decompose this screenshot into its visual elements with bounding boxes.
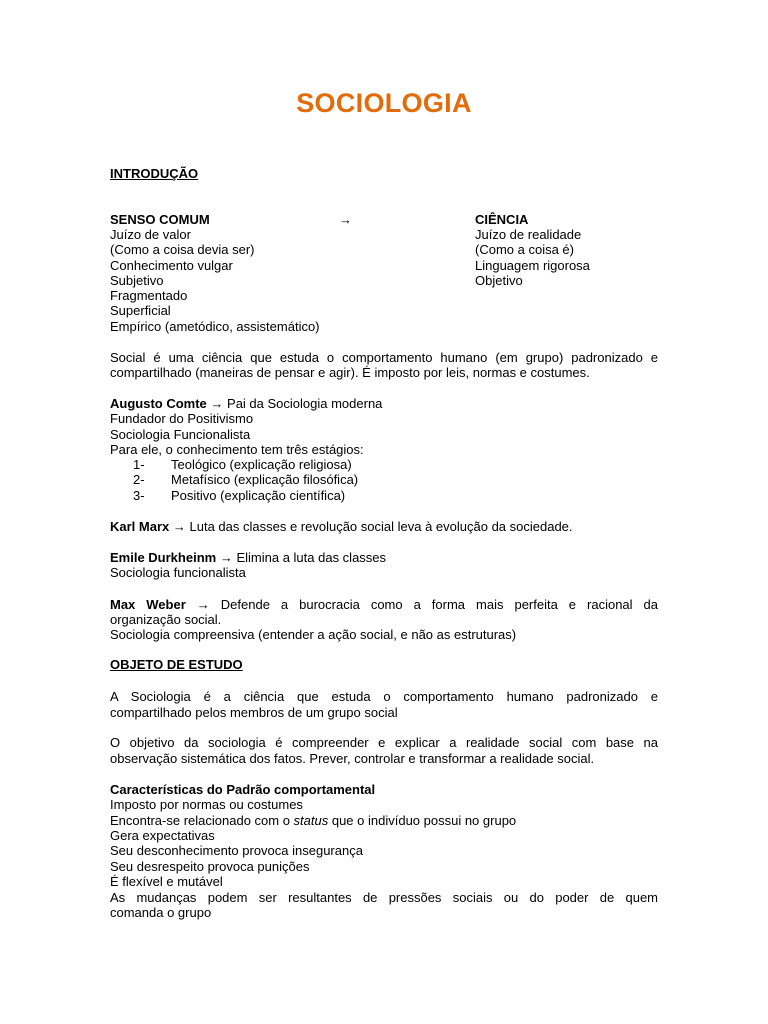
stage-number: 1- bbox=[133, 457, 145, 472]
comte-name: Augusto Comte bbox=[110, 396, 207, 411]
stage-text: Teológico (explicação religiosa) bbox=[171, 457, 352, 472]
objetivo-paragraph-line: O objetivo da sociologia é compreender e explicar a realidade social com base na bbox=[110, 735, 658, 750]
senso-comum-item: Fragmentado bbox=[110, 288, 188, 303]
marx-desc: Luta das classes e revolução social leva à evolução da sociedade. bbox=[189, 519, 573, 534]
weber-line bbox=[110, 597, 658, 612]
durkheim-detail: Sociologia funcionalista bbox=[110, 565, 246, 580]
durkheim-desc: Elimina a luta das classes bbox=[236, 550, 387, 565]
senso-comum-heading: SENSO COMUM bbox=[110, 212, 210, 227]
stage-number: 2- bbox=[133, 472, 145, 487]
page-title: SOCIOLOGIA bbox=[296, 88, 472, 118]
weber-detail: organização social. bbox=[110, 612, 222, 627]
senso-comum-item: Conhecimento vulgar bbox=[110, 258, 233, 273]
durkheim-name: Emile Durkheinm bbox=[110, 550, 217, 565]
stage-number: 3- bbox=[133, 488, 145, 503]
arrow-icon: → bbox=[210, 396, 224, 411]
padrao-text: que o indivíduo possui no grupo bbox=[328, 813, 517, 828]
padrao-item: Imposto por normas ou costumes bbox=[110, 797, 303, 812]
ciencia-item: Linguagem rigorosa bbox=[475, 258, 590, 273]
padrao-item: Seu desconhecimento provoca insegurança bbox=[110, 843, 363, 858]
arrow-icon: → bbox=[196, 597, 210, 612]
comte-detail: Sociologia Funcionalista bbox=[110, 427, 251, 442]
padrao-item: É flexível e mutável bbox=[110, 874, 223, 889]
padrao-item: As mudanças podem ser resultantes de pressões sociais ou do poder de quem bbox=[110, 890, 658, 905]
comte-line bbox=[110, 396, 658, 411]
ciencia-item: Juízo de realidade bbox=[475, 227, 582, 242]
comte-desc: Pai da Sociologia moderna bbox=[227, 396, 383, 411]
stage-text: Metafísico (explicação filosófica) bbox=[171, 472, 359, 487]
padrao-item: Gera expectativas bbox=[110, 828, 215, 843]
arrow-icon: → bbox=[219, 550, 233, 565]
arrow-icon: → bbox=[339, 212, 352, 227]
intro-heading: INTRODUÇÃO bbox=[110, 166, 199, 181]
objeto-paragraph-line: A Sociologia é a ciência que estuda o comportamento humano padronizado e bbox=[110, 689, 658, 704]
stage-item bbox=[133, 488, 345, 503]
stage-item bbox=[133, 472, 358, 487]
status-term: status bbox=[293, 813, 329, 828]
ciencia-item: Objetivo bbox=[475, 273, 523, 288]
padrao-item: Seu desrespeito provoca punições bbox=[110, 859, 310, 874]
objeto-paragraph-line: compartilhado pelos membros de um grupo social bbox=[110, 705, 398, 720]
comte-detail: Fundador do Positivismo bbox=[110, 411, 254, 426]
social-paragraph-line: compartilhado (maneiras de pensar e agir). É imposto por leis, normas e costumes. bbox=[110, 365, 590, 380]
weber-detail: Sociologia compreensiva (entender a ação social, e não as estruturas) bbox=[110, 627, 517, 642]
padrao-heading: Características do Padrão comportamental bbox=[110, 782, 376, 797]
senso-comum-item: (Como a coisa devia ser) bbox=[110, 242, 255, 257]
padrao-text: Encontra-se relacionado com o bbox=[110, 813, 294, 828]
padrao-item bbox=[110, 813, 658, 828]
ciencia-item: (Como a coisa é) bbox=[475, 242, 574, 257]
objeto-heading: OBJETO DE ESTUDO bbox=[110, 657, 243, 672]
marx-name: Karl Marx bbox=[110, 519, 170, 534]
social-paragraph-line: Social é uma ciência que estuda o comportamento humano (em grupo) padronizado e bbox=[110, 350, 658, 365]
comte-detail: Para ele, o conhecimento tem três estágios: bbox=[110, 442, 364, 457]
senso-comum-item: Empírico (ametódico, assistemático) bbox=[110, 319, 320, 334]
ciencia-heading: CIÊNCIA bbox=[475, 212, 529, 227]
padrao-item: comanda o grupo bbox=[110, 905, 212, 920]
weber-desc: Defende a burocracia como a forma mais perfeita e racional da bbox=[220, 597, 658, 612]
senso-comum-item: Juízo de valor bbox=[110, 227, 191, 242]
senso-comum-item: Subjetivo bbox=[110, 273, 164, 288]
stage-item bbox=[133, 457, 352, 472]
arrow-icon: → bbox=[172, 519, 186, 534]
objetivo-paragraph-line: observação sistemática dos fatos. Prever, controlar e transformar a realidade social. bbox=[110, 751, 595, 766]
senso-comum-item: Superficial bbox=[110, 303, 171, 318]
stage-text: Positivo (explicação científica) bbox=[171, 488, 346, 503]
weber-name: Max Weber bbox=[110, 597, 186, 612]
durkheim-line bbox=[110, 550, 658, 565]
marx-line bbox=[110, 519, 658, 534]
